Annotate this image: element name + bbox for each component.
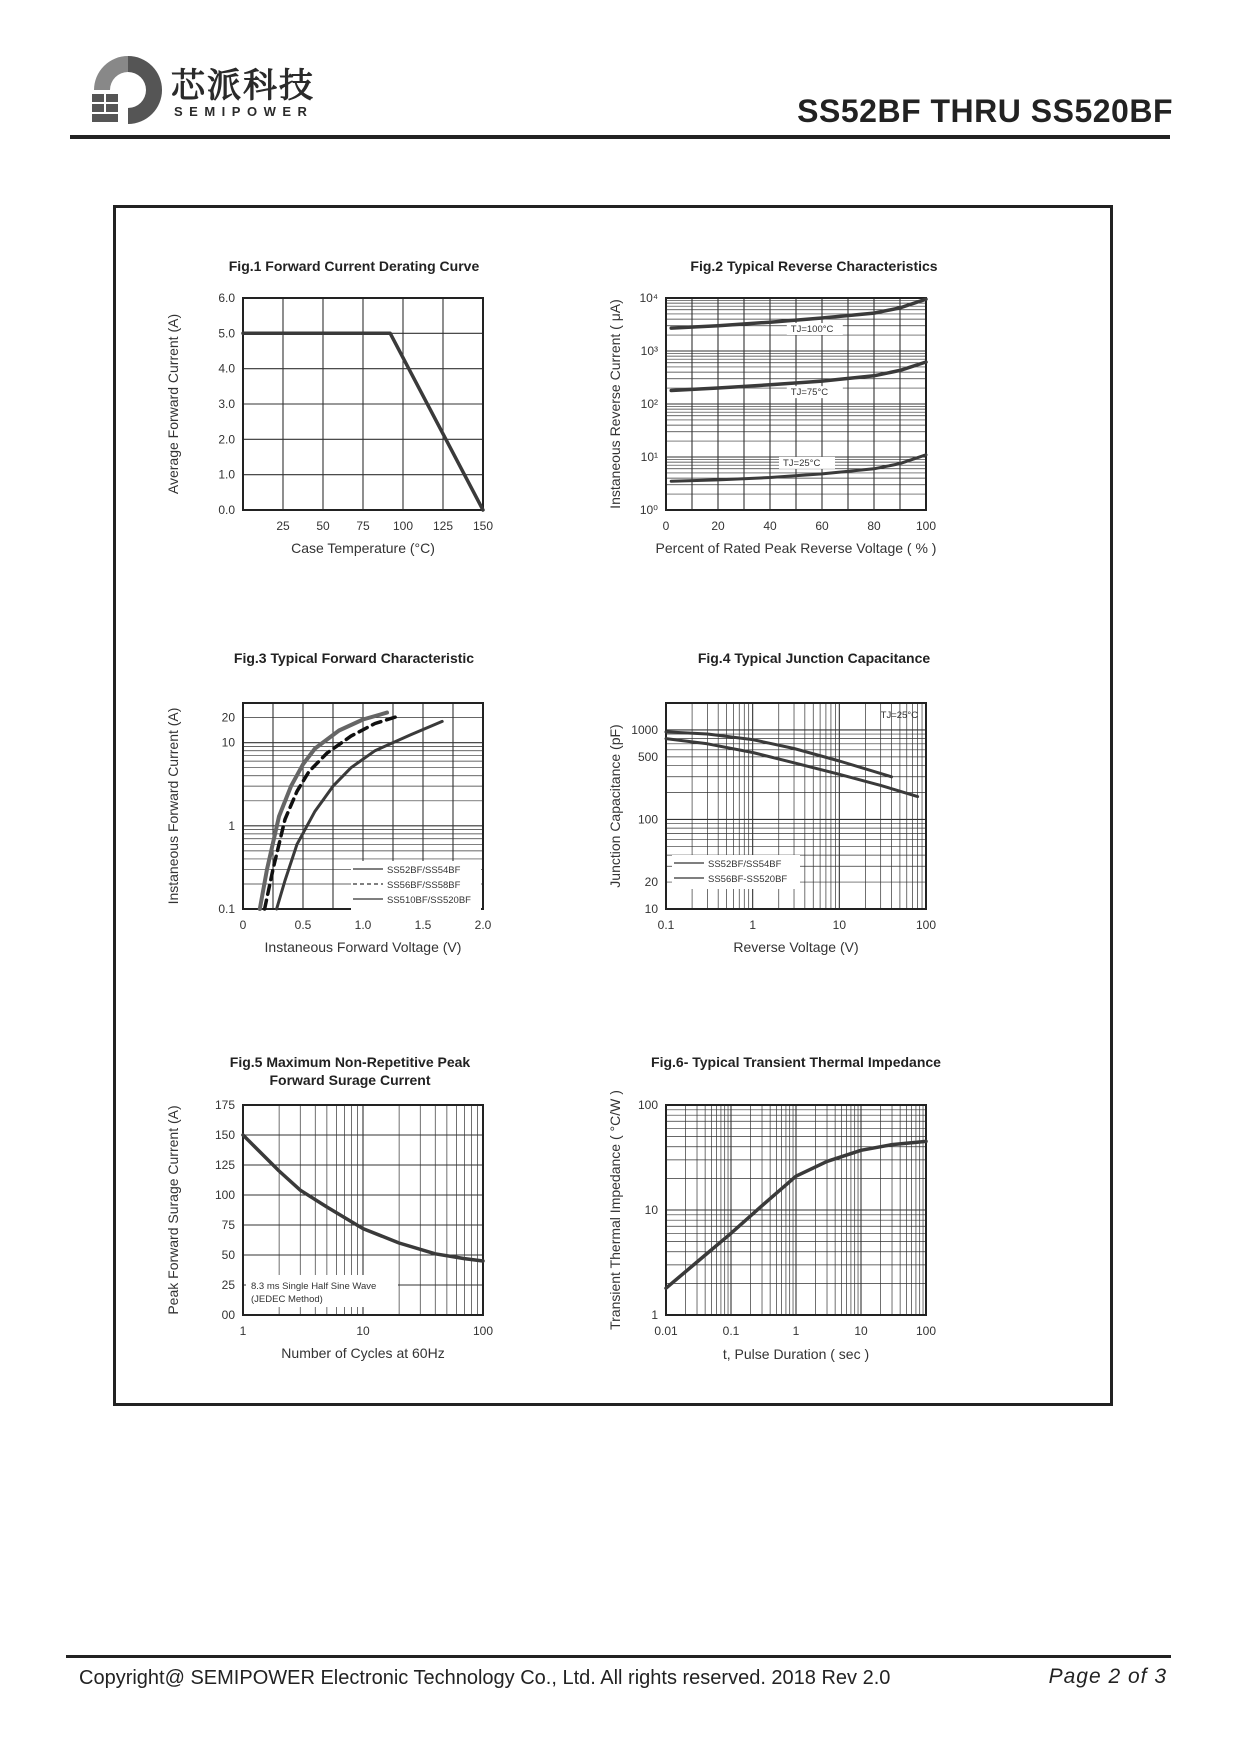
fig2-xtick-label: 60 (815, 519, 829, 533)
fig3-chart (165, 650, 492, 955)
fig6-ytick-label: 100 (637, 1098, 658, 1112)
fig4-chart (607, 650, 936, 955)
fig6-title: Fig.6- Typical Transient Thermal Impedance (651, 1054, 941, 1070)
fig5-chart (165, 1054, 493, 1361)
fig1-xtick-label: 150 (472, 519, 494, 533)
fig4-legend-label: SS52BF/SS54BF (708, 859, 782, 870)
fig1-x-axis-label: Case Temperature (°C) (291, 540, 435, 556)
fig1-title: Fig.1 Forward Current Derating Curve (228, 258, 480, 274)
header-rule (70, 135, 1170, 139)
fig3-xtick-label: 2.0 (474, 918, 492, 932)
fig6-xtick-label: 100 (915, 1324, 937, 1338)
footer-rule (66, 1655, 1171, 1658)
fig1-y-axis-label: Average Forward Current (A) (165, 313, 181, 495)
fig5-xtick-label: 100 (472, 1324, 494, 1338)
fig4-xtick-label: 0.1 (657, 918, 675, 932)
fig4-xtick-label: 100 (915, 918, 937, 932)
fig3-ytick-label: 10 (221, 735, 235, 750)
fig1-ytick-label: 4.0 (218, 361, 235, 376)
fig5-ytick-label: 25 (221, 1278, 235, 1292)
fig5-xtick-label: 1 (239, 1324, 247, 1338)
fig3-legend-label: SS56BF/SS58BF (387, 880, 461, 891)
fig1-grid (243, 298, 483, 510)
fig3-y-axis-label: Instaneous Forward Current (A) (165, 707, 181, 905)
fig5-y-axis-label: Peak Forward Surage Current (A) (165, 1105, 181, 1315)
fig2-series-label: TJ=75°C (790, 387, 829, 399)
fig3-xtick-label: 1.0 (354, 918, 372, 932)
fig4-ytick-label: 500 (637, 749, 658, 764)
fig3-legend (351, 861, 481, 910)
logo-english-name: SEMIPOWER (174, 104, 314, 119)
fig4-y-axis-label: Junction Capacitance (pF) (607, 724, 623, 888)
fig3-ytick-label: 20 (221, 710, 235, 725)
fig5-ytick-label: 00 (221, 1308, 235, 1322)
fig2-x-axis-label: Percent of Rated Peak Reverse Voltage ( % ) (655, 540, 937, 556)
fig5-title: Fig.5 Maximum Non-Repetitive Peak (229, 1054, 471, 1070)
fig5-ytick-label: 100 (214, 1188, 235, 1202)
figures-canvas (113, 205, 1113, 1406)
fig3-xtick-label: 0.5 (294, 918, 312, 932)
fig6-grid (666, 1105, 926, 1315)
fig2-series-label: TJ=25°C (783, 457, 821, 469)
fig3-x-axis-label: Instaneous Forward Voltage (V) (264, 939, 462, 955)
fig5-xtick-label: 10 (356, 1324, 370, 1338)
fig1-ytick-label: 1.0 (218, 467, 235, 482)
fig3-legend-label: SS52BF/SS54BF (387, 865, 461, 876)
fig5-ytick-label: 50 (221, 1248, 235, 1262)
logo-chinese-name: 芯派科技 (171, 66, 315, 106)
fig6-xtick-label: 0.1 (722, 1324, 740, 1338)
fig5-ytick-label: 75 (221, 1218, 235, 1232)
fig3-xtick-label: 1.5 (414, 918, 432, 932)
fig2-xtick-label: 0 (662, 519, 670, 533)
fig1-ytick-label: 2.0 (218, 432, 235, 447)
fig2-ytick-label: 10² (640, 397, 658, 411)
fig2-chart (607, 258, 938, 556)
fig1-ytick-label: 3.0 (218, 397, 235, 411)
fig4-legend-label: SS56BF-SS520BF (708, 874, 788, 885)
fig2-ytick-label: 10¹ (640, 450, 658, 464)
fig2-ytick-label: 10³ (640, 344, 658, 358)
fig6-xtick-label: 1 (792, 1324, 800, 1338)
fig4-ytick-label: 20 (644, 875, 658, 890)
fig6-y-axis-label: Transient Thermal Impedance ( °C/W ) (607, 1090, 623, 1330)
fig2-y-axis-label: Instaneous Reverse Current ( μA) (607, 299, 623, 509)
fig1-ytick-label: 6.0 (218, 291, 235, 305)
fig2-xtick-label: 80 (867, 519, 881, 533)
fig1-xtick-label: 125 (432, 519, 454, 533)
copyright-text: Copyright@ SEMIPOWER Electronic Technology Co., Ltd. All rights reserved. 2018 Rev 2.0 (79, 1667, 891, 1689)
company-logo (88, 50, 338, 130)
fig6-ytick-label: 10 (644, 1203, 658, 1217)
fig6-x-axis-label: t, Pulse Duration ( sec ) (722, 1346, 870, 1362)
fig3-ytick-label: 1 (228, 818, 235, 833)
fig5-subtitle: Forward Surage Current (269, 1072, 431, 1088)
fig4-ytick-label: 10 (644, 902, 658, 916)
fig4-x-axis-label: Reverse Voltage (V) (733, 939, 859, 955)
fig2-xtick-label: 100 (915, 519, 937, 533)
fig4-annotation: TJ=25°C (880, 710, 918, 721)
fig5-ytick-label: 125 (214, 1158, 235, 1172)
page-number: Page 2 of 3 (1048, 1665, 1167, 1688)
fig1-xtick-label: 50 (316, 519, 330, 533)
fig2-ytick-label: 10⁰ (639, 503, 658, 517)
fig5-annotation-line: (JEDEC Method) (251, 1294, 323, 1305)
fig1-xtick-label: 100 (392, 519, 414, 533)
document-title: SS52BF THRU SS520BF (797, 93, 1173, 129)
fig4-title: Fig.4 Typical Junction Capacitance (697, 650, 931, 666)
semipower-logo-icon (88, 50, 168, 130)
fig4-ytick-label: 100 (637, 812, 658, 827)
fig1-chart (165, 258, 493, 556)
fig5-x-axis-label: Number of Cycles at 60Hz (281, 1345, 445, 1361)
fig3-xtick-label: 0 (239, 918, 247, 932)
fig2-xtick-label: 40 (763, 519, 777, 533)
fig4-xtick-label: 10 (832, 918, 847, 932)
fig5-ytick-label: 175 (214, 1098, 235, 1112)
fig4-ytick-label: 1000 (631, 722, 658, 737)
fig2-xtick-label: 20 (711, 519, 725, 533)
fig4-xtick-label: 1 (749, 918, 757, 932)
fig3-ytick-label: 0.1 (218, 902, 235, 916)
fig6-ytick-label: 1 (651, 1308, 658, 1322)
fig3-legend-label: SS510BF/SS520BF (387, 895, 471, 906)
fig3-title: Fig.3 Typical Forward Characteristic (233, 650, 475, 666)
fig6-xtick-label: 10 (854, 1324, 868, 1338)
fig1-xtick-label: 25 (276, 519, 290, 533)
fig2-ytick-label: 10⁴ (639, 291, 658, 305)
fig2-title: Fig.2 Typical Reverse Characteristics (690, 258, 938, 274)
fig1-ytick-label: 5.0 (218, 326, 235, 341)
fig5-ytick-label: 150 (214, 1128, 235, 1142)
fig6-chart (607, 1054, 941, 1362)
fig4-legend (672, 855, 800, 889)
fig5-annotation-line: 8.3 ms Single Half Sine Wave (251, 1281, 377, 1292)
fig1-xtick-label: 75 (356, 519, 370, 533)
fig2-series-label: TJ=100°C (790, 323, 834, 335)
fig1-ytick-label: 0.0 (218, 503, 235, 517)
fig6-xtick-label: 0.01 (654, 1324, 678, 1338)
